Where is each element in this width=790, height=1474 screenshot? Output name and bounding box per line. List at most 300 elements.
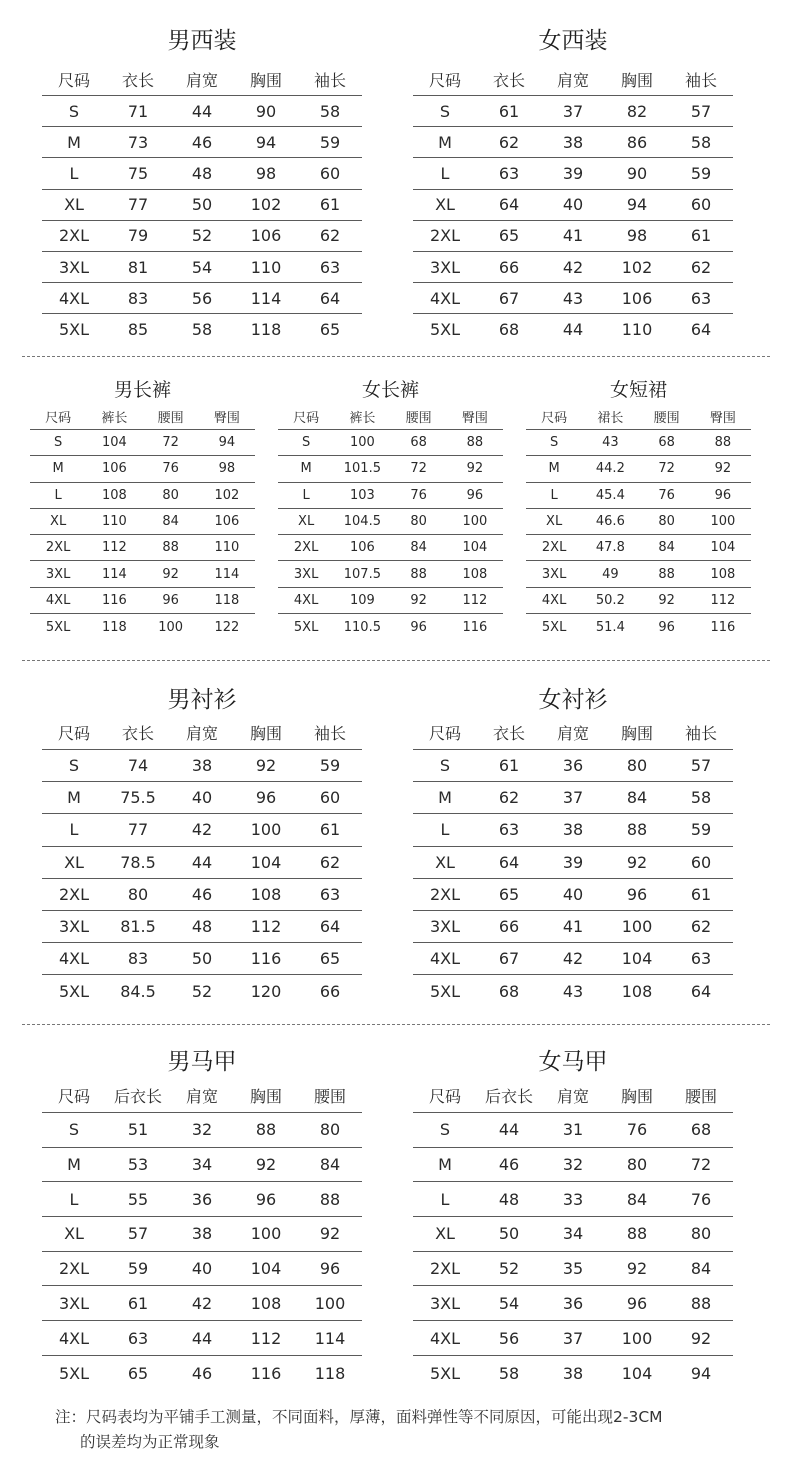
size-label: 5XL [429,981,461,1001]
measurement-cell: 75.5 [120,788,156,808]
table-row [413,127,733,158]
size-label: 2XL [58,884,90,904]
column-header: 肩宽 [185,70,218,90]
table-row [278,535,503,561]
measurement-cell: 108 [710,566,736,582]
measurement-cell: 122 [214,619,240,635]
size-label: 5XL [58,981,90,1001]
table-row [42,1148,362,1183]
table-row [413,1113,733,1148]
size-label: XL [298,514,315,530]
measurement-cell: 104 [250,1259,282,1279]
measurement-cell: 96 [162,592,179,608]
measurement-cell: 46 [498,1155,520,1175]
measurement-cell: 88 [626,1224,648,1244]
measurement-cell: 63 [498,820,520,840]
column-header: 衣长 [492,70,525,90]
measurement-cell: 62 [690,257,712,277]
measurement-cell: 63 [127,1328,149,1348]
measurement-cell: 90 [255,101,277,121]
table-title: 男马甲 [167,1049,237,1075]
size-label: 2XL [58,1259,90,1279]
measurement-cell: 60 [319,788,341,808]
measurement-cell: 92 [466,461,484,477]
measurement-cell: 38 [562,132,584,152]
size-label: M [438,788,452,808]
measurement-cell: 79 [127,226,149,246]
measurement-cell: 36 [562,756,584,776]
measurement-cell: 100 [158,619,184,635]
column-header: 腰围 [405,410,432,426]
size-label: 2XL [293,540,319,556]
table-row [413,782,733,814]
measurement-cell: 118 [314,1363,346,1383]
measurement-cell: 84 [658,540,675,556]
measurement-cell: 35 [562,1259,584,1279]
column-header: 胸围 [249,70,282,90]
size-label: L [69,163,79,183]
table-title: 女马甲 [538,1049,608,1075]
measurement-cell: 118 [250,320,282,340]
measurement-cell: 106 [214,514,240,530]
measurement-cell: 116 [462,619,488,635]
measurement-cell: 80 [127,884,149,904]
measurement-cell: 48 [191,163,213,183]
column-header: 胸围 [249,724,282,743]
measurement-cell: 61 [498,101,520,121]
size-label: S [68,756,80,776]
measurement-cell: 108 [250,1293,282,1313]
measurement-cell: 112 [101,540,127,556]
measurement-cell: 46 [191,884,213,904]
measurement-cell: 78.5 [120,852,156,872]
measurement-cell: 96 [714,487,732,503]
measurement-cell: 62 [690,917,712,937]
measurement-cell: 59 [127,1259,149,1279]
table-row [42,975,362,1007]
column-header: 后衣长 [484,1086,533,1106]
measurement-cell: 56 [191,288,213,308]
table-row [42,1321,362,1356]
table-header-row [278,403,503,430]
size-label: S [301,435,311,451]
table-row [413,750,733,782]
measurement-cell: 65 [319,320,341,340]
measurement-cell: 31 [562,1120,584,1140]
column-header: 腰围 [653,410,680,426]
size-label: 4XL [58,949,90,969]
size-label: 3XL [429,257,461,277]
measurement-cell: 52 [191,981,213,1001]
table-row [30,430,255,456]
measurement-cell: 61 [127,1293,149,1313]
measurement-cell: 80 [626,1155,648,1175]
column-header: 尺码 [57,1086,90,1106]
column-header: 臀围 [461,410,488,426]
dashed-divider [22,356,770,357]
measurement-cell: 73 [127,132,149,152]
measurement-cell: 40 [562,195,584,215]
measurement-cell: 84 [162,514,179,530]
size-label: 4XL [58,1328,90,1348]
table-row [278,430,503,456]
measurement-cell: 84 [626,788,648,808]
measurement-cell: 102 [214,487,240,503]
measurement-cell: 88 [410,566,427,582]
table-header-row [42,1078,362,1113]
measurement-cell: 100 [710,514,736,530]
table-row [30,562,255,588]
measurement-cell: 104 [710,540,736,556]
measurement-cell: 61 [498,756,520,776]
table-row [413,1182,733,1217]
measurement-cell: 100 [621,1328,653,1348]
measurement-cell: 38 [562,820,584,840]
table-row [42,158,362,189]
measurement-cell: 68 [690,1120,712,1140]
measurement-cell: 72 [410,461,427,477]
measurement-cell: 100 [314,1293,346,1313]
measurement-cell: 41 [562,226,584,246]
table-title: 男长裤 [113,379,171,401]
size-label: S [439,756,451,776]
column-header: 裤长 [349,410,376,426]
measurement-cell: 74 [127,756,149,776]
measurement-cell: 90 [626,163,648,183]
size-label: L [550,487,558,503]
measurement-cell: 53 [127,1155,149,1175]
measurement-cell: 43 [602,435,619,451]
column-header: 衣长 [492,724,525,743]
measurement-cell: 112 [462,592,488,608]
measurement-cell: 92 [690,1328,712,1348]
size-label: M [548,461,560,477]
measurement-cell: 72 [658,461,675,477]
column-header: 裤长 [101,410,128,426]
column-header: 袖长 [313,724,346,743]
size-label: 5XL [429,320,461,340]
measurement-cell: 110 [214,540,240,556]
size-label: M [67,132,81,152]
measurement-cell: 77 [127,820,149,840]
table-row [42,1356,362,1391]
table-row [42,1217,362,1252]
measurement-cell: 112 [250,1328,282,1348]
size-label: S [68,1120,80,1140]
size-label: 4XL [541,592,567,608]
measurement-cell: 88 [690,1293,712,1313]
table-row [278,456,503,482]
measurement-cell: 92 [626,1259,648,1279]
column-header: 尺码 [57,70,90,90]
measurement-cell: 120 [250,981,282,1001]
measurement-cell: 80 [319,1120,341,1140]
dashed-divider [22,1024,770,1025]
table-row [413,847,733,879]
measurement-cell: 96 [466,487,484,503]
measurement-cell: 44 [191,852,213,872]
measurement-cell: 83 [127,949,149,969]
table-row [42,879,362,911]
measurement-cell: 84 [410,540,427,556]
measurement-cell: 94 [255,132,277,152]
measurement-cell: 67 [498,949,520,969]
column-header: 袖长 [313,70,346,90]
measurement-cell: 80 [658,514,675,530]
size-label: 3XL [45,566,71,582]
measurement-cell: 88 [626,820,648,840]
table-row [30,456,255,482]
table-row [526,483,751,509]
measurement-cell: 67 [498,288,520,308]
measurement-cell: 58 [690,132,712,152]
measurement-cell: 64 [498,852,520,872]
measurement-cell: 96 [319,1259,341,1279]
measurement-cell: 61 [690,884,712,904]
measurement-cell: 104 [250,852,282,872]
measurement-cell: 65 [319,949,341,969]
table-row [278,614,503,640]
table-row [42,1182,362,1217]
table-row [413,1148,733,1183]
measurement-cell: 108 [101,487,127,503]
measurement-cell: 44 [191,101,213,121]
measurement-cell: 71 [127,101,149,121]
measurement-cell: 63 [319,884,341,904]
table-row [42,750,362,782]
measurement-cell: 47.8 [595,540,625,556]
column-header: 尺码 [45,410,72,426]
measurement-cell: 50 [191,195,213,215]
measurement-cell: 100 [621,917,653,937]
column-header: 袖长 [684,70,717,90]
table-row [413,314,733,345]
measurement-cell: 92 [658,592,675,608]
measurement-cell: 44 [191,1328,213,1348]
size-label: M [67,788,81,808]
column-header: 尺码 [57,724,90,743]
table-title: 男衬衫 [167,687,237,713]
size-label: L [440,1189,450,1209]
measurement-cell: 114 [314,1328,346,1348]
measurement-cell: 59 [319,756,341,776]
measurement-cell: 104 [101,435,127,451]
measurement-cell: 54 [498,1293,520,1313]
column-header: 肩宽 [556,70,589,90]
table-row [413,814,733,846]
table-title: 女西装 [538,28,608,54]
measurement-cell: 37 [562,101,584,121]
measurement-cell: 84 [690,1259,712,1279]
table-row [526,588,751,614]
measurement-cell: 96 [626,1293,648,1313]
measurement-cell: 50 [191,949,213,969]
column-header: 后衣长 [113,1086,162,1106]
measurement-cell: 96 [255,788,277,808]
measurement-cell: 76 [162,461,179,477]
size-label: 2XL [541,540,567,556]
measurement-cell: 83 [127,288,149,308]
table-row [413,283,733,314]
table-row [42,221,362,252]
size-label: 5XL [58,320,90,340]
table-header-row [413,1078,733,1113]
measurement-cell: 98 [626,226,648,246]
measurement-cell: 61 [319,195,341,215]
column-header: 腰围 [684,1086,717,1106]
size-label: L [69,820,79,840]
table-row [413,158,733,189]
measurement-cell: 80 [690,1224,712,1244]
table-row [413,221,733,252]
table-row [42,814,362,846]
table-row [42,283,362,314]
measurement-cell: 52 [498,1259,520,1279]
table-row [413,975,733,1007]
table-row [413,911,733,943]
measurement-cell: 84.5 [120,981,156,1001]
measurement-cell: 58 [319,101,341,121]
measurement-cell: 57 [127,1224,149,1244]
table-title: 女长裤 [361,379,419,401]
measurement-cell: 96 [410,619,427,635]
size-label: 2XL [429,884,461,904]
measurement-cell: 32 [191,1120,213,1140]
measurement-cell: 68 [498,320,520,340]
measurement-cell: 116 [250,949,282,969]
measurement-cell: 101.5 [343,461,381,477]
measurement-cell: 59 [690,820,712,840]
measurement-cell: 37 [562,788,584,808]
table-row [278,588,503,614]
table-row [413,252,733,283]
measurement-cell: 56 [498,1328,520,1348]
measurement-cell: 100 [250,820,282,840]
size-label: L [440,820,450,840]
measurement-cell: 106 [101,461,127,477]
size-label: 3XL [58,1293,90,1313]
table-row [278,509,503,535]
measurement-cell: 42 [562,949,584,969]
table-row [42,847,362,879]
column-header: 尺码 [428,70,461,90]
table-row [413,879,733,911]
measurement-cell: 40 [191,1259,213,1279]
measurement-cell: 96 [255,1189,277,1209]
column-header: 腰围 [157,410,184,426]
table-title: 女衬衫 [538,687,608,713]
table-row [30,588,255,614]
measurement-cell: 98 [218,461,236,477]
column-header: 胸围 [620,724,653,743]
measurement-cell: 66 [498,257,520,277]
measurement-cell: 75 [127,163,149,183]
size-label: 5XL [58,1363,90,1383]
measurement-cell: 92 [626,852,648,872]
size-label: L [440,163,450,183]
size-label: 5XL [293,619,319,635]
measurement-cell: 39 [562,163,584,183]
measurement-cell: 61 [690,226,712,246]
measurement-cell: 110 [621,320,653,340]
size-label: M [67,1155,81,1175]
measurement-cell: 34 [562,1224,584,1244]
measurement-cell: 62 [319,852,341,872]
size-label: 2XL [58,226,90,246]
measurement-cell: 88 [714,435,732,451]
table-header-row [413,716,733,750]
table-title: 男西装 [167,28,237,54]
measurement-cell: 61 [319,820,341,840]
measurement-cell: 76 [690,1189,712,1209]
size-label: 2XL [429,1259,461,1279]
measurement-cell: 45.4 [595,487,625,503]
measurement-cell: 55 [127,1189,149,1209]
measurement-cell: 66 [498,917,520,937]
measurement-cell: 88 [466,435,484,451]
column-header: 尺码 [428,724,461,743]
measurement-cell: 60 [690,195,712,215]
measurement-cell: 32 [562,1155,584,1175]
note-line-1: 注：尺码表均为平铺手工测量，不同面料，厚薄，面料弹性等不同原因，可能出现2-3CM [55,1408,663,1426]
table-row [42,1287,362,1322]
table-header-row [42,63,362,96]
measurement-cell: 103 [349,487,375,503]
table-row [526,509,751,535]
size-label: 3XL [429,1293,461,1313]
measurement-cell: 54 [191,257,213,277]
measurement-cell: 110 [101,514,127,530]
measurement-cell: 100 [349,435,375,451]
measurement-cell: 64 [498,195,520,215]
measurement-cell: 64 [690,320,712,340]
measurement-cell: 108 [462,566,488,582]
measurement-cell: 36 [191,1189,213,1209]
measurement-cell: 88 [255,1120,277,1140]
measurement-cell: 41 [562,917,584,937]
column-header: 尺码 [541,410,568,426]
size-label: 3XL [429,917,461,937]
size-label: 2XL [429,226,461,246]
measurement-cell: 76 [410,487,427,503]
measurement-cell: 49 [602,566,619,582]
dashed-divider [22,660,770,661]
measurement-cell: 57 [690,101,712,121]
measurement-cell: 64 [319,917,341,937]
table-row [42,1252,362,1287]
measurement-cell: 94 [218,435,236,451]
measurement-cell: 57 [690,756,712,776]
measurement-cell: 107.5 [343,566,381,582]
measurement-cell: 94 [626,195,648,215]
size-label: 4XL [293,592,319,608]
table-row [278,483,503,509]
measurement-cell: 44 [562,320,584,340]
size-label: M [438,1155,452,1175]
size-label: 3XL [293,566,319,582]
measurement-cell: 110.5 [343,619,381,635]
table-row [42,252,362,283]
table-row [413,1217,733,1252]
measurement-cell: 96 [626,884,648,904]
column-header: 衣长 [121,724,154,743]
measurement-cell: 100 [462,514,488,530]
measurement-cell: 92 [255,1155,277,1175]
table-header-row [413,63,733,96]
measurement-cell: 65 [127,1363,149,1383]
measurement-cell: 109 [349,592,375,608]
measurement-cell: 104 [462,540,488,556]
